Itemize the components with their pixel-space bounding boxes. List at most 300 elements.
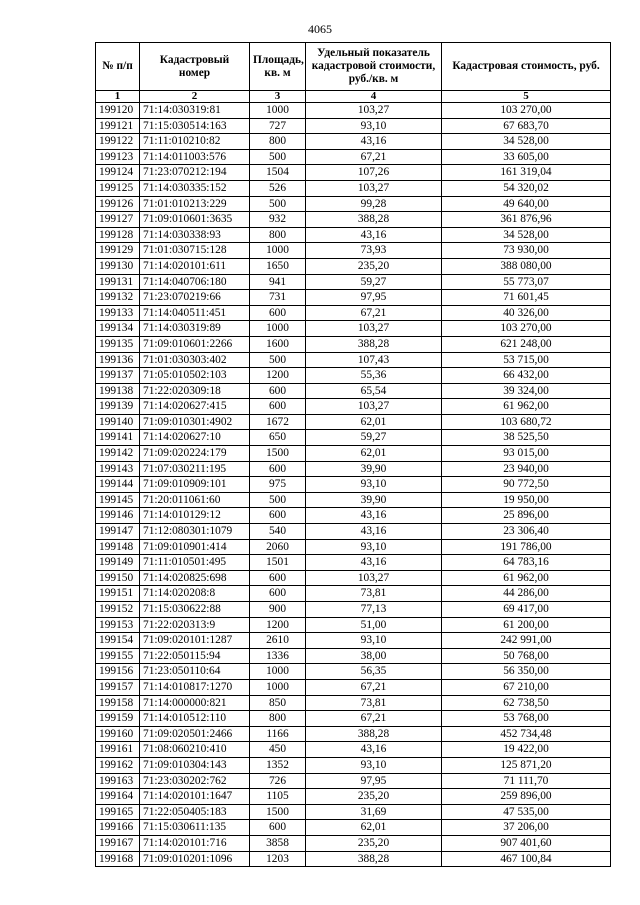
area: 600	[250, 570, 306, 586]
cadastral-value: 242 991,00	[442, 633, 611, 649]
table-row	[96, 305, 611, 321]
row-index: 199163	[96, 773, 140, 789]
unit-value: 67,21	[306, 149, 442, 165]
cadastral-value: 61 962,00	[442, 399, 611, 415]
cadastral-number: 71:14:000000:821	[140, 695, 250, 711]
area: 2060	[250, 539, 306, 555]
cadastral-value: 621 248,00	[442, 336, 611, 352]
row-index: 199151	[96, 586, 140, 602]
row-index: 199131	[96, 274, 140, 290]
unit-value: 235,20	[306, 835, 442, 851]
cadastral-number: 71:14:020825:698	[140, 570, 250, 586]
column-number: 4	[306, 91, 442, 103]
cadastral-number: 71:23:070219:66	[140, 290, 250, 306]
unit-value: 103,27	[306, 103, 442, 119]
cadastral-number: 71:23:030202:762	[140, 773, 250, 789]
area: 1000	[250, 103, 306, 119]
area: 1000	[250, 664, 306, 680]
cadastral-value: 61 200,00	[442, 617, 611, 633]
row-index: 199137	[96, 368, 140, 384]
table-row	[96, 555, 611, 571]
table-row	[96, 789, 611, 805]
cadastral-value: 388 080,00	[442, 258, 611, 274]
row-index: 199122	[96, 134, 140, 150]
cadastral-number: 71:14:030338:93	[140, 227, 250, 243]
unit-value: 59,27	[306, 430, 442, 446]
row-index: 199152	[96, 602, 140, 618]
cadastral-number: 71:11:010210:82	[140, 134, 250, 150]
unit-value: 31,69	[306, 804, 442, 820]
cadastral-number: 71:15:030514:163	[140, 118, 250, 134]
cadastral-value: 90 772,50	[442, 477, 611, 493]
unit-value: 93,10	[306, 477, 442, 493]
unit-value: 388,28	[306, 851, 442, 867]
table-row	[96, 227, 611, 243]
area: 1000	[250, 679, 306, 695]
unit-value: 43,16	[306, 742, 442, 758]
cadastral-value: 103 270,00	[442, 321, 611, 337]
cadastral-value: 62 738,50	[442, 695, 611, 711]
unit-value: 39,90	[306, 492, 442, 508]
row-index: 199154	[96, 633, 140, 649]
table-row	[96, 446, 611, 462]
cadastral-number: 71:22:020309:18	[140, 383, 250, 399]
cadastral-value: 103 680,72	[442, 414, 611, 430]
cadastral-number: 71:14:011003:576	[140, 149, 250, 165]
row-index: 199138	[96, 383, 140, 399]
cadastral-number: 71:14:030335:152	[140, 180, 250, 196]
cadastral-number: 71:14:010512:110	[140, 711, 250, 727]
area: 2610	[250, 633, 306, 649]
area: 500	[250, 352, 306, 368]
area: 932	[250, 212, 306, 228]
table-row	[96, 524, 611, 540]
cadastral-number: 71:14:020101:716	[140, 835, 250, 851]
unit-value: 62,01	[306, 820, 442, 836]
area: 1105	[250, 789, 306, 805]
table-row	[96, 477, 611, 493]
cadastral-value: 37 206,00	[442, 820, 611, 836]
row-index: 199132	[96, 290, 140, 306]
table-row	[96, 414, 611, 430]
unit-value: 388,28	[306, 336, 442, 352]
cadastral-number: 71:20:011061:60	[140, 492, 250, 508]
area: 500	[250, 149, 306, 165]
table-row	[96, 336, 611, 352]
column-number: 1	[96, 91, 140, 103]
unit-value: 59,27	[306, 274, 442, 290]
area: 500	[250, 492, 306, 508]
row-index: 199146	[96, 508, 140, 524]
row-index: 199160	[96, 726, 140, 742]
unit-value: 55,36	[306, 368, 442, 384]
area: 600	[250, 461, 306, 477]
row-index: 199142	[96, 446, 140, 462]
unit-value: 97,95	[306, 290, 442, 306]
table-row	[96, 602, 611, 618]
unit-value: 51,00	[306, 617, 442, 633]
table-row	[96, 352, 611, 368]
row-index: 199145	[96, 492, 140, 508]
cadastral-number: 71:14:010129:12	[140, 508, 250, 524]
unit-value: 62,01	[306, 414, 442, 430]
cadastral-value: 19 422,00	[442, 742, 611, 758]
table-row	[96, 118, 611, 134]
unit-value: 107,43	[306, 352, 442, 368]
row-index: 199150	[96, 570, 140, 586]
area: 850	[250, 695, 306, 711]
table-row	[96, 617, 611, 633]
row-index: 199120	[96, 103, 140, 119]
unit-value: 43,16	[306, 524, 442, 540]
cadastral-number: 71:09:020224:179	[140, 446, 250, 462]
table-row	[96, 851, 611, 867]
area: 600	[250, 586, 306, 602]
cadastral-value: 103 270,00	[442, 103, 611, 119]
table-row	[96, 695, 611, 711]
area: 650	[250, 430, 306, 446]
row-index: 199128	[96, 227, 140, 243]
cadastral-number: 71:23:050110:64	[140, 664, 250, 680]
table-row	[96, 321, 611, 337]
table-row	[96, 539, 611, 555]
row-index: 199143	[96, 461, 140, 477]
cadastral-value: 47 535,00	[442, 804, 611, 820]
cadastral-value: 23 306,40	[442, 524, 611, 540]
table-row	[96, 757, 611, 773]
unit-value: 93,10	[306, 118, 442, 134]
unit-value: 38,00	[306, 648, 442, 664]
table-row	[96, 711, 611, 727]
cadastral-number: 71:14:020627:10	[140, 430, 250, 446]
area: 1200	[250, 368, 306, 384]
table-row	[96, 196, 611, 212]
table-body	[96, 103, 611, 867]
unit-value: 77,13	[306, 602, 442, 618]
cadastral-value: 23 940,00	[442, 461, 611, 477]
table-row	[96, 726, 611, 742]
cadastral-number: 71:14:020208:8	[140, 586, 250, 602]
cadastral-number: 71:14:020101:611	[140, 258, 250, 274]
row-index: 199155	[96, 648, 140, 664]
unit-value: 73,81	[306, 586, 442, 602]
cadastral-number: 71:09:010601:2266	[140, 336, 250, 352]
table-row	[96, 664, 611, 680]
row-index: 199126	[96, 196, 140, 212]
table-row	[96, 290, 611, 306]
area: 1501	[250, 555, 306, 571]
cadastral-number: 71:07:030211:195	[140, 461, 250, 477]
row-index: 199135	[96, 336, 140, 352]
table-row	[96, 461, 611, 477]
area: 1166	[250, 726, 306, 742]
area: 526	[250, 180, 306, 196]
area: 1000	[250, 243, 306, 259]
cadastral-value: 191 786,00	[442, 539, 611, 555]
cadastral-number: 71:11:010501:495	[140, 555, 250, 571]
cadastral-value: 40 326,00	[442, 305, 611, 321]
unit-value: 73,93	[306, 243, 442, 259]
row-index: 199133	[96, 305, 140, 321]
table-row	[96, 492, 611, 508]
cadastral-number: 71:14:040511:451	[140, 305, 250, 321]
cadastral-number: 71:14:020627:415	[140, 399, 250, 415]
area: 600	[250, 399, 306, 415]
cadastral-value-table	[95, 42, 611, 867]
table-row	[96, 243, 611, 259]
area: 900	[250, 602, 306, 618]
area: 1504	[250, 165, 306, 181]
column-number: 3	[250, 91, 306, 103]
cadastral-value: 67 683,70	[442, 118, 611, 134]
area: 731	[250, 290, 306, 306]
area: 3858	[250, 835, 306, 851]
table-row	[96, 820, 611, 836]
header-cadastral-number: Кадастровый номер	[140, 43, 250, 91]
area: 975	[250, 477, 306, 493]
table-row	[96, 258, 611, 274]
table-row	[96, 399, 611, 415]
row-index: 199139	[96, 399, 140, 415]
row-index: 199141	[96, 430, 140, 446]
row-index: 199162	[96, 757, 140, 773]
unit-value: 99,28	[306, 196, 442, 212]
cadastral-number: 71:09:010601:3635	[140, 212, 250, 228]
unit-value: 103,27	[306, 399, 442, 415]
cadastral-number: 71:09:010901:414	[140, 539, 250, 555]
row-index: 199165	[96, 804, 140, 820]
unit-value: 67,21	[306, 711, 442, 727]
header-index: № п/п	[96, 43, 140, 91]
cadastral-value: 50 768,00	[442, 648, 611, 664]
unit-value: 43,16	[306, 227, 442, 243]
cadastral-value: 69 417,00	[442, 602, 611, 618]
cadastral-number: 71:09:010301:4902	[140, 414, 250, 430]
table-row	[96, 835, 611, 851]
area: 800	[250, 711, 306, 727]
row-index: 199164	[96, 789, 140, 805]
row-index: 199148	[96, 539, 140, 555]
cadastral-number: 71:23:070212:194	[140, 165, 250, 181]
cadastral-number: 71:15:030611:135	[140, 820, 250, 836]
unit-value: 56,35	[306, 664, 442, 680]
unit-value: 43,16	[306, 134, 442, 150]
area: 450	[250, 742, 306, 758]
table-row	[96, 368, 611, 384]
row-index: 199125	[96, 180, 140, 196]
cadastral-value: 49 640,00	[442, 196, 611, 212]
table-row	[96, 149, 611, 165]
cadastral-number: 71:01:030715:128	[140, 243, 250, 259]
area: 727	[250, 118, 306, 134]
unit-value: 65,54	[306, 383, 442, 399]
table-row	[96, 134, 611, 150]
cadastral-number: 71:08:060210:410	[140, 742, 250, 758]
header-area: Площадь, кв. м	[250, 43, 306, 91]
row-index: 199130	[96, 258, 140, 274]
header-unit-value: Удельный показатель кадастровой стоимости, руб./кв. м	[306, 43, 442, 91]
table-row	[96, 383, 611, 399]
column-number: 2	[140, 91, 250, 103]
row-index: 199167	[96, 835, 140, 851]
row-index: 199161	[96, 742, 140, 758]
cadastral-value: 53 715,00	[442, 352, 611, 368]
cadastral-number: 71:14:010817:1270	[140, 679, 250, 695]
cadastral-number: 71:09:010304:143	[140, 757, 250, 773]
cadastral-number: 71:09:020501:2466	[140, 726, 250, 742]
row-index: 199153	[96, 617, 140, 633]
row-index: 199127	[96, 212, 140, 228]
cadastral-number: 71:14:020101:1647	[140, 789, 250, 805]
cadastral-value: 54 320,02	[442, 180, 611, 196]
unit-value: 73,81	[306, 695, 442, 711]
area: 1200	[250, 617, 306, 633]
row-index: 199136	[96, 352, 140, 368]
row-index: 199149	[96, 555, 140, 571]
table-row	[96, 508, 611, 524]
unit-value: 93,10	[306, 633, 442, 649]
cadastral-number: 71:01:030303:402	[140, 352, 250, 368]
table-row	[96, 633, 611, 649]
unit-value: 97,95	[306, 773, 442, 789]
row-index: 199156	[96, 664, 140, 680]
table-row	[96, 773, 611, 789]
cadastral-number: 71:22:050405:183	[140, 804, 250, 820]
unit-value: 43,16	[306, 555, 442, 571]
cadastral-number: 71:09:020101:1287	[140, 633, 250, 649]
unit-value: 103,27	[306, 180, 442, 196]
area: 500	[250, 196, 306, 212]
table-row	[96, 165, 611, 181]
unit-value: 103,27	[306, 321, 442, 337]
area: 1500	[250, 804, 306, 820]
unit-value: 388,28	[306, 726, 442, 742]
row-index: 199159	[96, 711, 140, 727]
cadastral-value: 67 210,00	[442, 679, 611, 695]
row-index: 199147	[96, 524, 140, 540]
unit-value: 107,26	[306, 165, 442, 181]
cadastral-value: 467 100,84	[442, 851, 611, 867]
row-index: 199129	[96, 243, 140, 259]
row-index: 199123	[96, 149, 140, 165]
cadastral-number: 71:12:080301:1079	[140, 524, 250, 540]
cadastral-value: 64 783,16	[442, 555, 611, 571]
column-number-row	[96, 91, 611, 103]
cadastral-value: 33 605,00	[442, 149, 611, 165]
unit-value: 93,10	[306, 757, 442, 773]
cadastral-number: 71:22:020313:9	[140, 617, 250, 633]
cadastral-number: 71:22:050115:94	[140, 648, 250, 664]
cadastral-value: 125 871,20	[442, 757, 611, 773]
row-index: 199140	[96, 414, 140, 430]
unit-value: 67,21	[306, 305, 442, 321]
area: 800	[250, 134, 306, 150]
row-index: 199144	[96, 477, 140, 493]
cadastral-value: 53 768,00	[442, 711, 611, 727]
header-cadastral-value: Кадастровая стоимость, руб.	[442, 43, 611, 91]
area: 726	[250, 773, 306, 789]
unit-value: 235,20	[306, 789, 442, 805]
area: 1500	[250, 446, 306, 462]
table-row	[96, 742, 611, 758]
unit-value: 235,20	[306, 258, 442, 274]
cadastral-number: 71:01:010213:229	[140, 196, 250, 212]
column-number: 5	[442, 91, 611, 103]
cadastral-value: 161 319,04	[442, 165, 611, 181]
row-index: 199166	[96, 820, 140, 836]
cadastral-value: 907 401,60	[442, 835, 611, 851]
cadastral-value: 38 525,50	[442, 430, 611, 446]
table-row	[96, 570, 611, 586]
area: 1203	[250, 851, 306, 867]
cadastral-number: 71:14:030319:89	[140, 321, 250, 337]
cadastral-value: 452 734,48	[442, 726, 611, 742]
table-header-row	[96, 43, 611, 91]
cadastral-value: 55 773,07	[442, 274, 611, 290]
table-row	[96, 103, 611, 119]
unit-value: 67,21	[306, 679, 442, 695]
row-index: 199157	[96, 679, 140, 695]
cadastral-value: 19 950,00	[442, 492, 611, 508]
table-row	[96, 274, 611, 290]
area: 600	[250, 383, 306, 399]
area: 941	[250, 274, 306, 290]
cadastral-value: 93 015,00	[442, 446, 611, 462]
table-row	[96, 648, 611, 664]
row-index: 199124	[96, 165, 140, 181]
area: 1672	[250, 414, 306, 430]
unit-value: 103,27	[306, 570, 442, 586]
cadastral-value: 44 286,00	[442, 586, 611, 602]
cadastral-number: 71:14:030319:81	[140, 103, 250, 119]
area: 1336	[250, 648, 306, 664]
cadastral-value: 71 111,70	[442, 773, 611, 789]
cadastral-value: 25 896,00	[442, 508, 611, 524]
area: 600	[250, 508, 306, 524]
unit-value: 62,01	[306, 446, 442, 462]
cadastral-number: 71:15:030622:88	[140, 602, 250, 618]
unit-value: 93,10	[306, 539, 442, 555]
area: 600	[250, 305, 306, 321]
unit-value: 39,90	[306, 461, 442, 477]
area: 1600	[250, 336, 306, 352]
page-number: 4065	[308, 22, 332, 36]
cadastral-value: 34 528,00	[442, 227, 611, 243]
cadastral-value: 361 876,96	[442, 212, 611, 228]
area: 1650	[250, 258, 306, 274]
area: 1352	[250, 757, 306, 773]
cadastral-value: 259 896,00	[442, 789, 611, 805]
cadastral-value: 34 528,00	[442, 134, 611, 150]
cadastral-value: 73 930,00	[442, 243, 611, 259]
area: 540	[250, 524, 306, 540]
row-index: 199158	[96, 695, 140, 711]
cadastral-value: 61 962,00	[442, 570, 611, 586]
table-row	[96, 804, 611, 820]
row-index: 199121	[96, 118, 140, 134]
unit-value: 43,16	[306, 508, 442, 524]
cadastral-value: 71 601,45	[442, 290, 611, 306]
cadastral-value: 39 324,00	[442, 383, 611, 399]
row-index: 199168	[96, 851, 140, 867]
table-row	[96, 430, 611, 446]
cadastral-number: 71:09:010909:101	[140, 477, 250, 493]
unit-value: 388,28	[306, 212, 442, 228]
table-row	[96, 180, 611, 196]
cadastral-number: 71:05:010502:103	[140, 368, 250, 384]
cadastral-number: 71:14:040706:180	[140, 274, 250, 290]
area: 600	[250, 820, 306, 836]
